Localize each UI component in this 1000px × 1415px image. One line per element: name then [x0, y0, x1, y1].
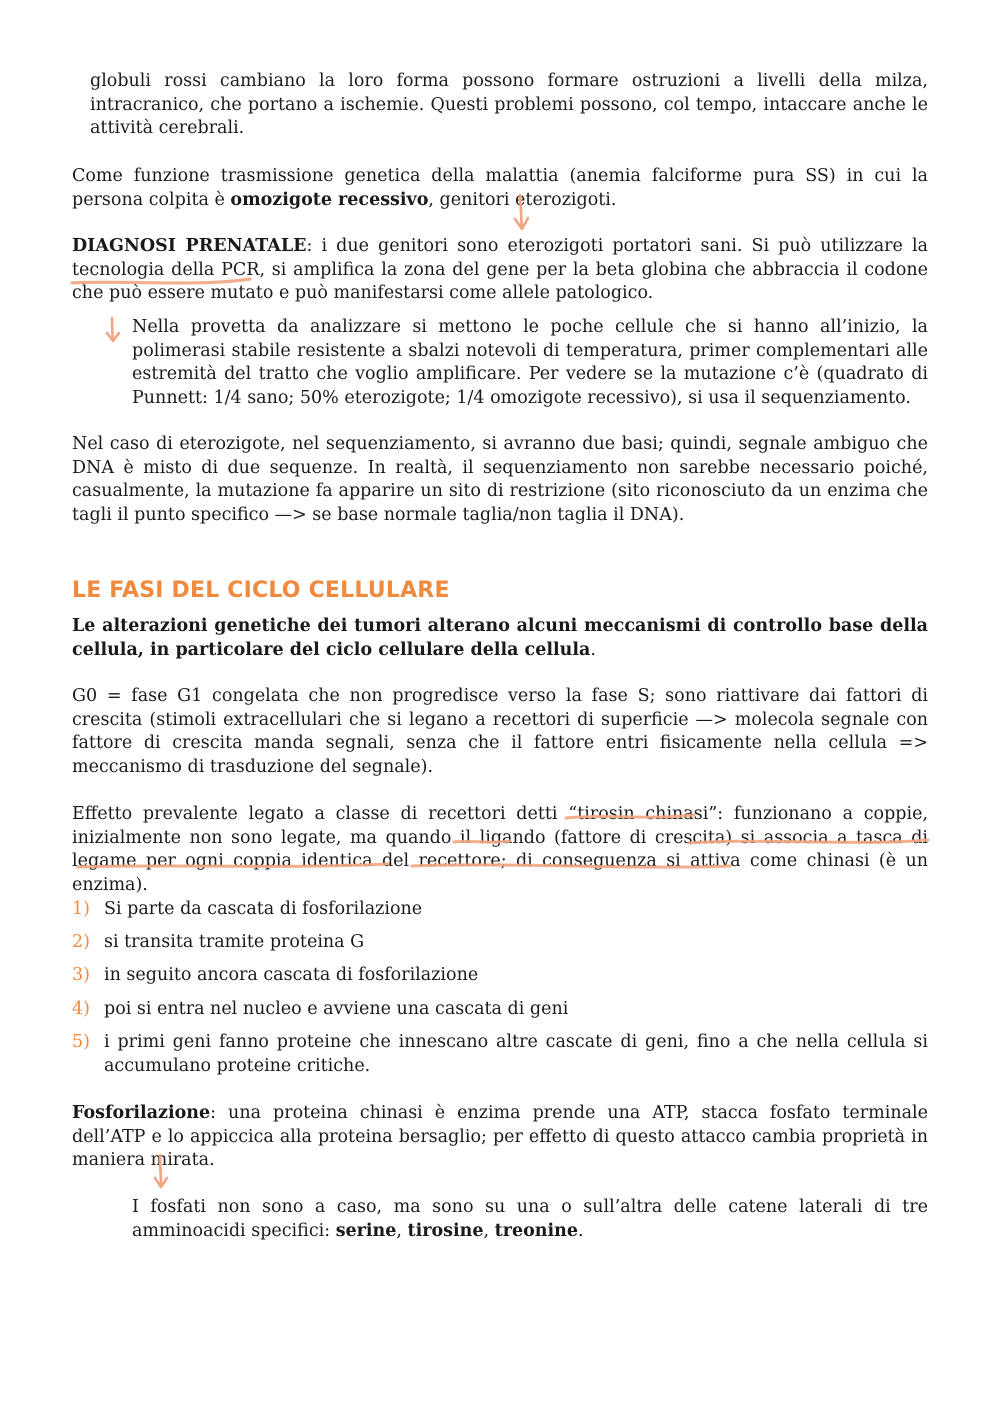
down-arrow-icon	[107, 318, 119, 341]
effect-quote-open: “	[568, 804, 578, 824]
phosphates-sep-1: ,	[396, 1220, 408, 1241]
test-tube-paragraph: Nella provetta da analizzare si mettono le poche cellule che si hanno all’inizio, la polimerasi stabile resistente a sbalzi notevoli di temperatura, primer complementari alle estremità del tratto che voglio amplificare. Per vedere se la mutazione c’è (quadrato di Punnett: 1/4 sano; 50% eterozigote; 1/4 omozigote recessivo), si usa il sequenziamento.	[132, 317, 928, 408]
list-text: i primi geni fanno proteine che innescano altre cascate di geni, fino a che nella cellula si accumulano proteine critiche.	[104, 1032, 928, 1076]
phosphates-end: .	[578, 1220, 584, 1241]
transmission-bold: omozigote recessivo	[230, 189, 429, 210]
phosphates-sep-2: ,	[483, 1220, 495, 1241]
diagnosis-text-a: : i due genitori sono eterozigoti portatori sani. Si può utilizzare la	[306, 236, 928, 256]
heterozygote-paragraph: Nel caso di eterozigote, nel sequenziamento, si avranno due basi; quindi, segnale ambiguo che DNA è misto di due sequenze. In realtà, il sequenziamento non sarebbe necessario poiché, casualmente, la mutazione fa apparire un sito di restrizione (sito riconosciuto da un enzima che tagli il punto specifico —> se base normale taglia/non taglia il DNA).	[72, 434, 928, 525]
effect-text-1: Effetto prevalente legato a classe di recettori detti	[72, 804, 569, 824]
tirosin-highlight: tirosin chinas	[577, 804, 703, 824]
g0-paragraph: G0 = fase G1 congelata che non progredisce verso la fase S; sono riattivare dai fattori di crescita (stimoli extracellulari che si legano a recettori di superficie —> molecola segnale con fattore di crescita manda segnali, senza che il fattore entri fisicamente nella cellula => meccanismo di trasduzione del segnale).	[72, 686, 928, 777]
association-highlight: si associa a tasca di legame per ogni coppia identica del recettor	[72, 827, 928, 871]
effect-text-3: o (fattore di crescita)	[534, 827, 741, 848]
list-number: 3)	[72, 965, 90, 985]
phosphates-paragraph	[132, 1196, 928, 1243]
diagnosis-label: DIAGNOSI PRENATALE	[72, 236, 307, 256]
list-text: si transita tramite proteina G	[104, 932, 365, 952]
amino-tyrosine: tirosine	[407, 1220, 484, 1241]
ligand-highlight: ligand	[479, 827, 535, 848]
amino-serine: serine	[335, 1220, 397, 1241]
list-number: 1)	[72, 899, 90, 919]
phosphorylation-bold: Fosforilazione	[72, 1103, 211, 1123]
alterations-end: .	[590, 639, 596, 660]
phosphates-text: I fosfati non sono a caso, ma sono su una o sull’altra delle catene laterali di tre amminoacidi specifici:	[132, 1197, 928, 1241]
transmission-paragraph	[72, 165, 928, 212]
phosphorylation-text: : una proteina chinasi è enzima prende una ATP, stacca fosfato terminale dell’ATP e lo appiccica alla proteina bersaglio; per effetto di questo attacco cambia proprietà in maniera mirata.	[72, 1103, 928, 1170]
list-text: Si parte da cascata di fosforilazione	[104, 899, 423, 919]
diagnosis-text-b: , si amplifica la zona del gene per la beta globina che abbraccia il codone che può essere mutato e può manifestarsi come allele patologico.	[72, 259, 929, 303]
phosphorylation-paragraph	[72, 1102, 928, 1173]
section-title: LE FASI DEL CICLO CELLULARE	[72, 578, 450, 603]
amino-threonine: treonine	[494, 1220, 579, 1241]
diagnosis-paragraph	[72, 235, 928, 306]
effect-paragraph	[72, 803, 928, 897]
transmission-text-a: Come funzione trasmissione genetica della malattia (anemia falciforme pura SS) in cui la persona colpita è	[72, 166, 928, 210]
intro-paragraph: globuli rossi cambiano la loro forma possono formare ostruzioni a livelli della milza, intracranico, che portano a ischemie. Questi problemi possono, col tempo, intaccare anche le attività cerebrali.	[90, 71, 928, 138]
alterations-paragraph	[72, 615, 928, 662]
list-number: 5)	[72, 1032, 90, 1052]
list-number: 2)	[72, 932, 90, 952]
effect-text-4: e;	[490, 851, 516, 871]
consequence-highlight: di conseguenza si attiva come chinas	[515, 851, 864, 871]
list-text: in seguito ancora cascata di fosforilazione	[104, 965, 479, 985]
effect-text-5: i (è un enzima).	[72, 851, 928, 895]
transmission-text-b: , genitori eterozigoti.	[428, 189, 617, 210]
alterations-bold: Le alterazioni genetiche dei tumori alterano alcuni meccanismi di controllo base della cellula, in particolare del ciclo cellulare della cellula	[72, 616, 928, 660]
list-text: poi si entra nel nucleo e avviene una cascata di geni	[104, 999, 569, 1019]
effect-text-2: i”: funzionano a coppie, inizialmente non sono legate, ma quando il	[72, 804, 929, 848]
list-number: 4)	[72, 999, 90, 1019]
pcr-highlight: tecnologia della PCR	[72, 259, 260, 280]
